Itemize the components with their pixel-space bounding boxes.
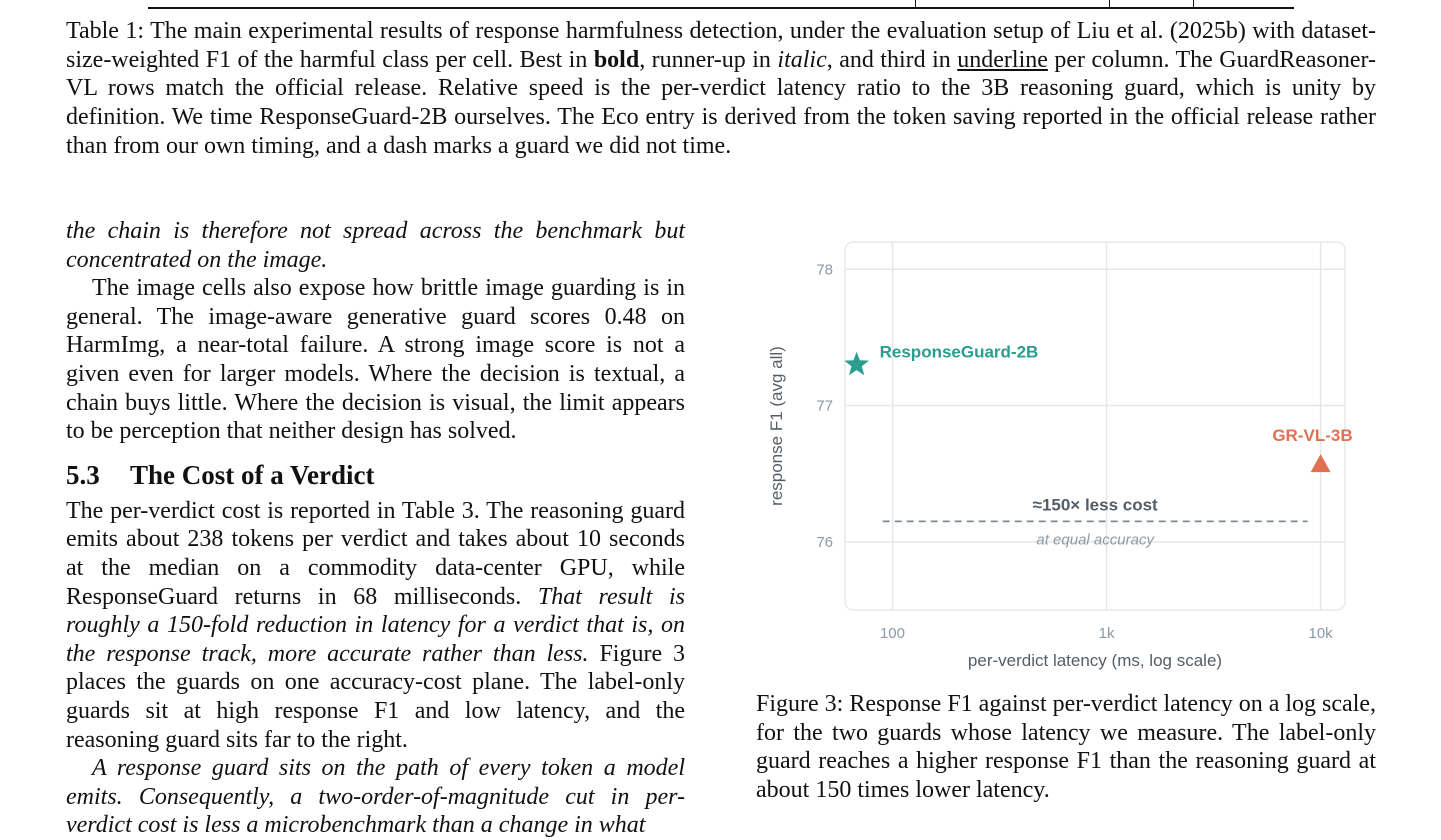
table-caption-text: , runner-up in [639, 46, 771, 73]
left-column [66, 217, 685, 840]
table-caption [66, 17, 1376, 161]
x-axis-label: per-verdict latency (ms, log scale) [967, 651, 1223, 670]
table-caption-bold: bold [593, 46, 640, 73]
annotation-label: ≈150× less cost [1032, 495, 1158, 515]
point-label: GR-VL-3B [1272, 426, 1353, 446]
section-title: The Cost of a Verdict [130, 459, 375, 490]
figure-chart [745, 230, 1385, 680]
y-axis-label: response F1 (avg all) [767, 346, 786, 506]
table-column-stub [1193, 0, 1194, 7]
table-caption-text: , and third in [826, 46, 951, 73]
table-column-stub [915, 0, 916, 7]
point-label: ResponseGuard-2B [879, 342, 1039, 362]
table-caption-italic: italic [777, 46, 827, 73]
x-tick-label: 1k [1098, 625, 1115, 642]
paragraph [66, 497, 685, 754]
section-number: 5.3 [66, 459, 100, 490]
table-caption-text: The main experimental results of response harmfulness detection, under the evaluation setup of Liu et al. (2025b) with dataset-size-weighted F1 of the harmful class per cell. Best in [66, 18, 1377, 73]
italic-text: That result is roughly a 150-fold reduction in latency for a verdict that is, on the response track, more accurate rather than less. [66, 583, 685, 667]
table-caption-underline: underline [957, 46, 1048, 73]
italic-text: A response guard sits on the path of every token a model emits. Consequently, a two-order-of-magnitude cut in per-verdict cost is less a microbenchmark than a change in what [66, 755, 685, 839]
x-tick-label: 100 [879, 625, 906, 642]
y-tick-label: 78 [816, 261, 833, 279]
y-tick-label: 77 [816, 397, 833, 415]
paragraph [66, 754, 685, 840]
paragraph [66, 217, 685, 274]
paragraph: The image cells also expose how brittle image guarding is in general. The image-aware generative guard scores 0.48 on HarmImg, a near-total failure. A strong image score is not a given even for larger models. Where the decision is textual, a chain buys little. Where the decision is visual, the limit appears to be perception that neither design has solved. [66, 275, 685, 445]
chart-svg [745, 230, 1385, 680]
figure-caption: Figure 3: Response F1 against per-verdict latency on a log scale, for the two guards whose latency we measure. The label-only guard reaches a higher response F1 than the reasoning guard at about 150 times lower latency. [756, 691, 1377, 803]
italic-text: the chain is therefore not spread across the benchmark but concentrated on the image. [66, 218, 685, 273]
body-text: Figure 3 places the guards on one accuracy-cost plane. The label-only guards sit at high response F1 and low latency, and the reasoning guard sits far to the right. [66, 640, 686, 753]
annotation-sublabel: at equal accuracy [1036, 531, 1154, 549]
body-text: The per-verdict cost is reported in Table 3. The reasoning guard emits about 238 tokens per verdict and takes about 10 seconds at the median on a commodity data-center GPU, while ResponseGuard returns in 68 milliseconds. [66, 497, 685, 610]
y-tick-label: 76 [816, 533, 833, 551]
table-caption-text: per column. The GuardReasoner-VL rows match the official release. Relative speed is the per-verdict latency ratio to the 3B reasoning guard, which is unity by definition. We time ResponseGuard-2B ourselves. The Eco entry is derived from the token saving reported in the official release rather than from our own timing, and a dash marks a guard we did not time. [66, 46, 1377, 159]
table-bottom-rule [148, 7, 1294, 9]
x-tick-label: 10k [1308, 625, 1333, 642]
table-column-stub [1109, 0, 1110, 7]
plot-frame [845, 242, 1345, 610]
section-heading [66, 459, 685, 491]
table-caption-label: Table 1: [66, 18, 145, 44]
